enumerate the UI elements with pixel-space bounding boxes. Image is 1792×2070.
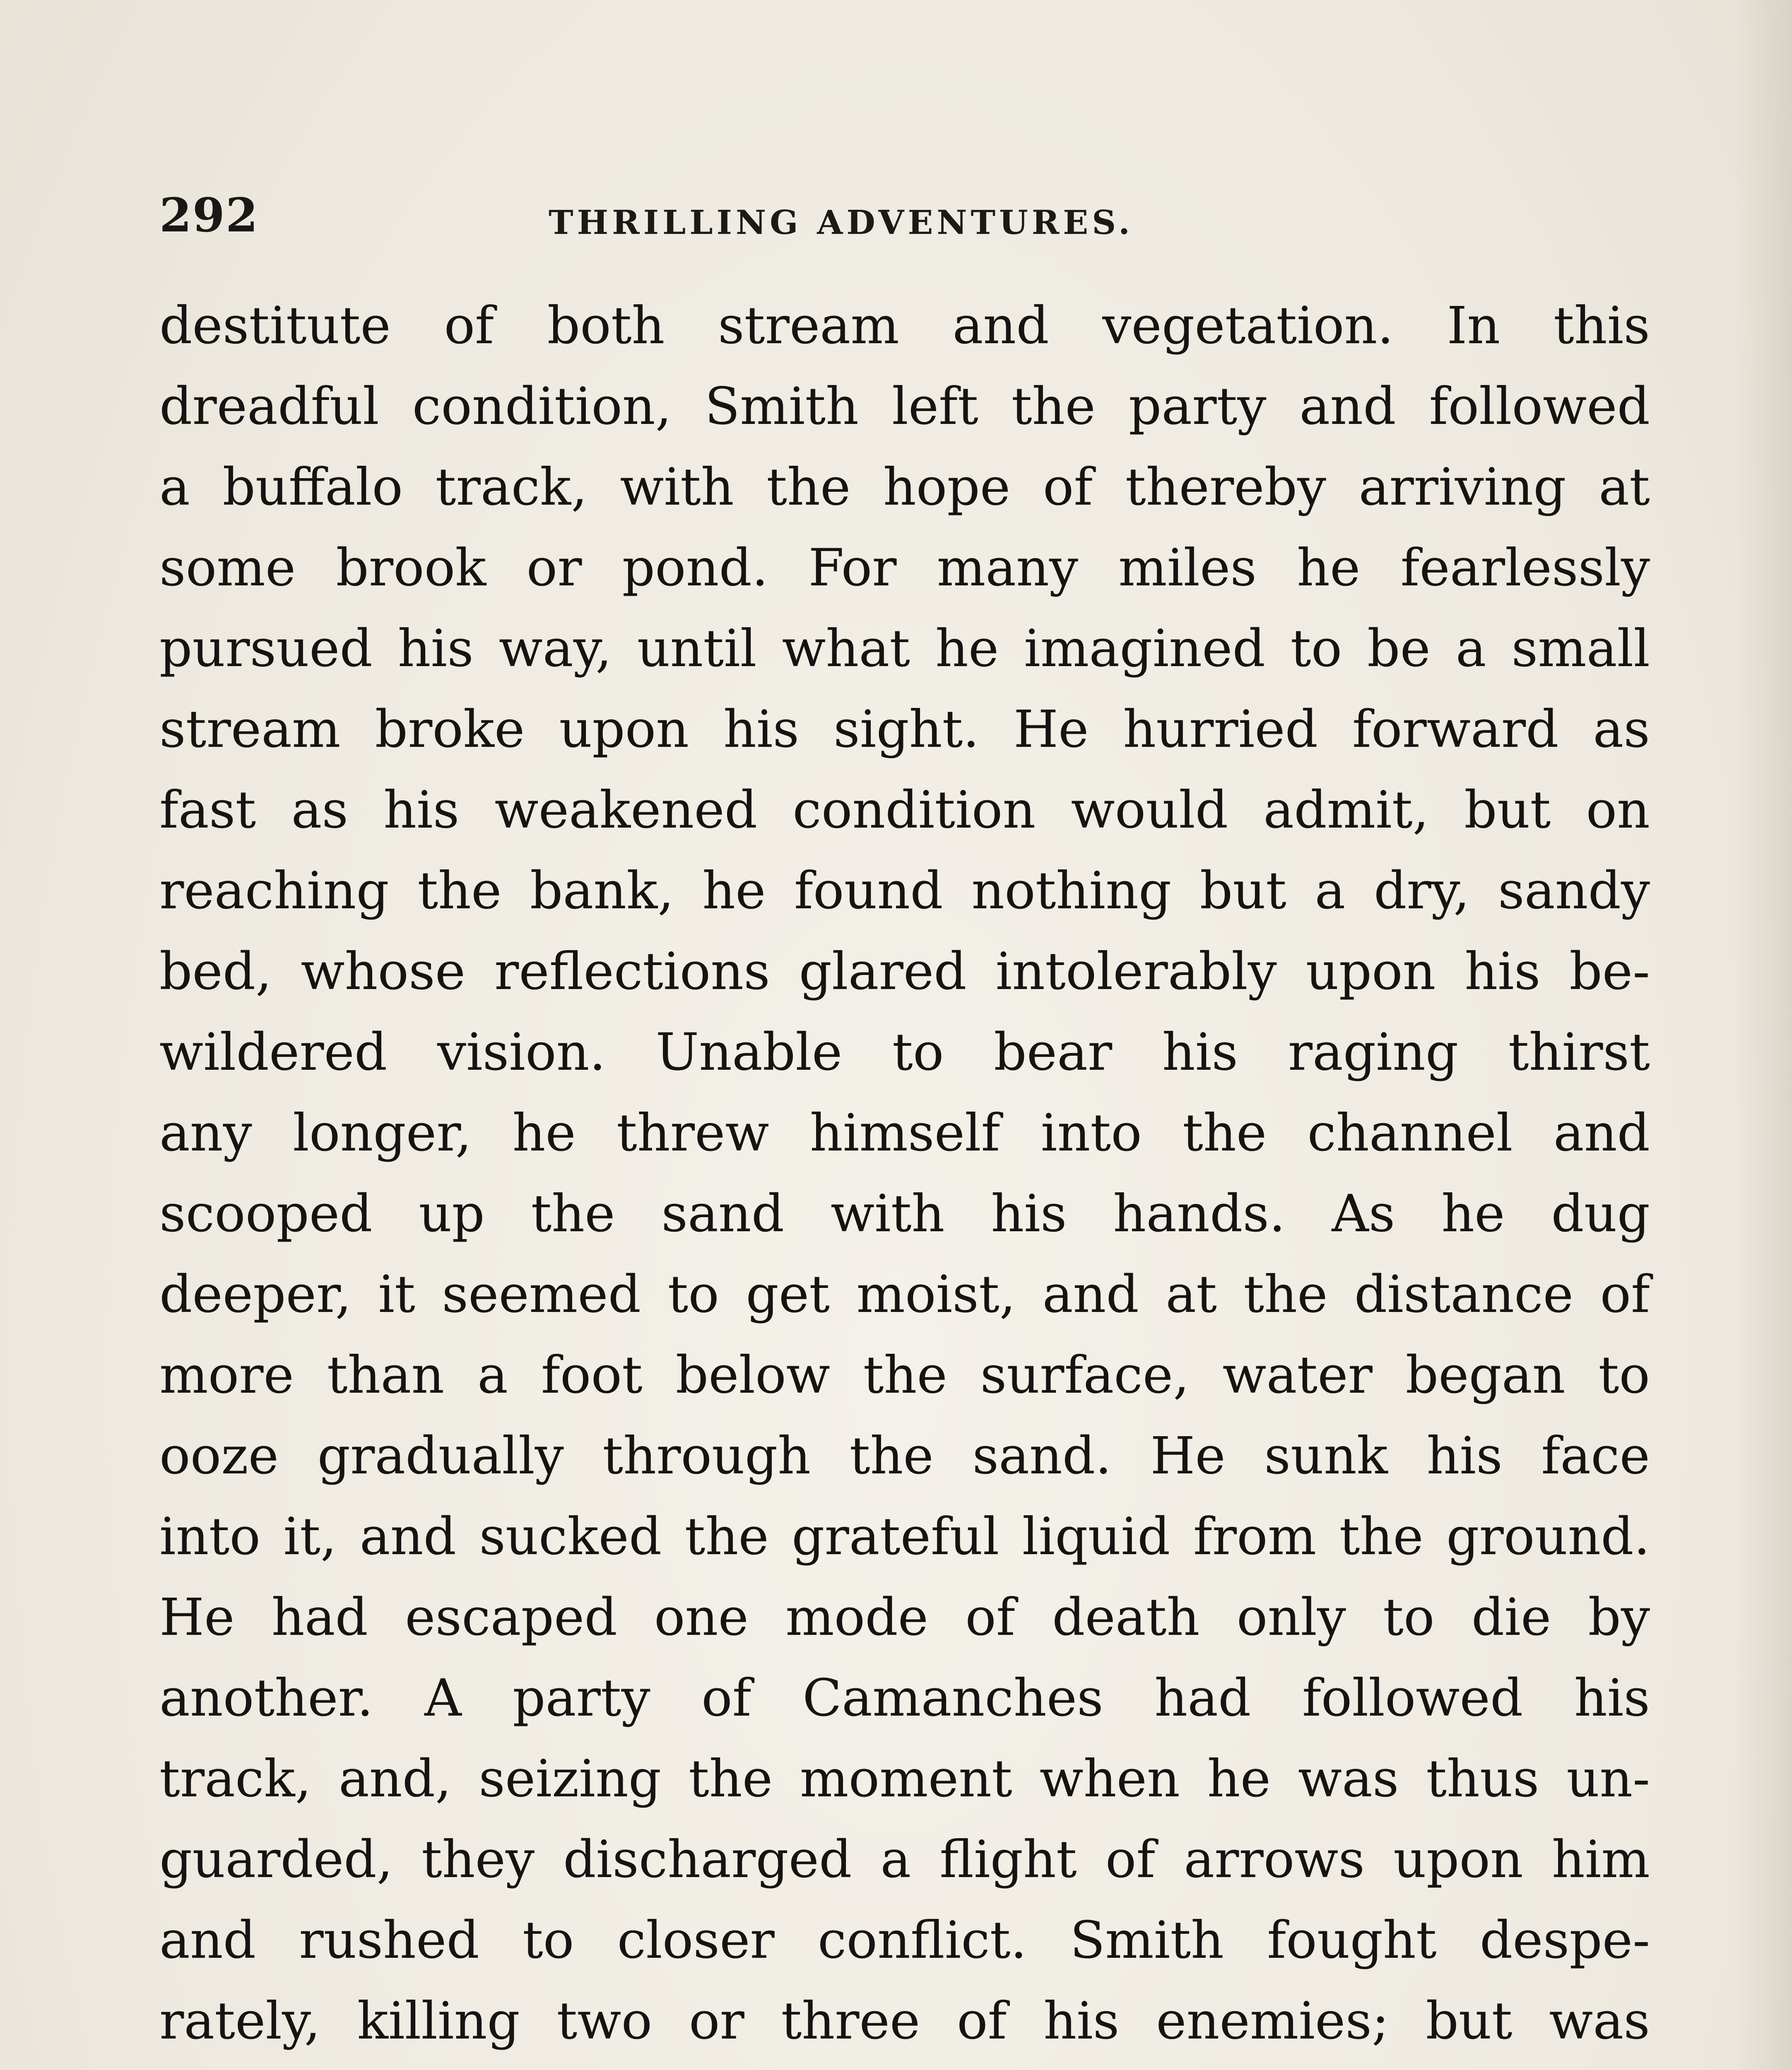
text-line: rately, killing two or three of his enemies; but was: [159, 1991, 1650, 2051]
text-line: wildered vision. Unable to bear his raging thirst: [159, 1023, 1650, 1082]
chapter-body: [159, 286, 1650, 2070]
text-line: and rushed to closer conflict. Smith fought despe-: [159, 1911, 1650, 1970]
text-line: more than a foot below the surface, water began to: [159, 1346, 1650, 1405]
page-header: [159, 184, 1652, 243]
text-line: another. A party of Camanches had followed his: [159, 1668, 1650, 1728]
text-line: track, and, seizing the moment when he was thus un-: [159, 1749, 1650, 1809]
text-line: dreadful condition, Smith left the party and followed: [159, 377, 1650, 436]
text-line: a buffalo track, with the hope of thereby arriving at: [159, 457, 1650, 517]
text-line: bed, whose reflections glared intolerably upon his be-: [159, 942, 1650, 1001]
text-line: into it, and sucked the grateful liquid from the ground.: [159, 1507, 1650, 1567]
page-number: 292: [159, 188, 259, 243]
text-line: pursued his way, until what he imagined to be a small: [159, 619, 1650, 679]
gutter-shadow: [1734, 0, 1792, 2070]
text-line: ooze gradually through the sand. He sunk his face: [159, 1426, 1650, 1486]
text-line: stream broke upon his sight. He hurried forward as: [159, 700, 1650, 759]
text-line: scooped up the sand with his hands. As he dug: [159, 1184, 1650, 1244]
text-line: destitute of both stream and vegetation. In this: [159, 296, 1650, 356]
text-line: deeper, it seemed to get moist, and at the distance of: [159, 1265, 1650, 1324]
running-head: THRILLING ADVENTURES.: [549, 203, 1134, 242]
text-line: some brook or pond. For many miles he fearlessly: [159, 538, 1650, 598]
text-line: fast as his weakened condition would admit, but on: [159, 780, 1650, 840]
text-line: any longer, he threw himself into the channel and: [159, 1103, 1650, 1163]
text-line: guarded, they discharged a flight of arrows upon him: [159, 1830, 1650, 1889]
text-line: He had escaped one mode of death only to die by: [159, 1588, 1650, 1647]
text-line: [159, 2062, 1650, 2070]
text-line: reaching the bank, he found nothing but a dry, sandy: [159, 861, 1650, 921]
